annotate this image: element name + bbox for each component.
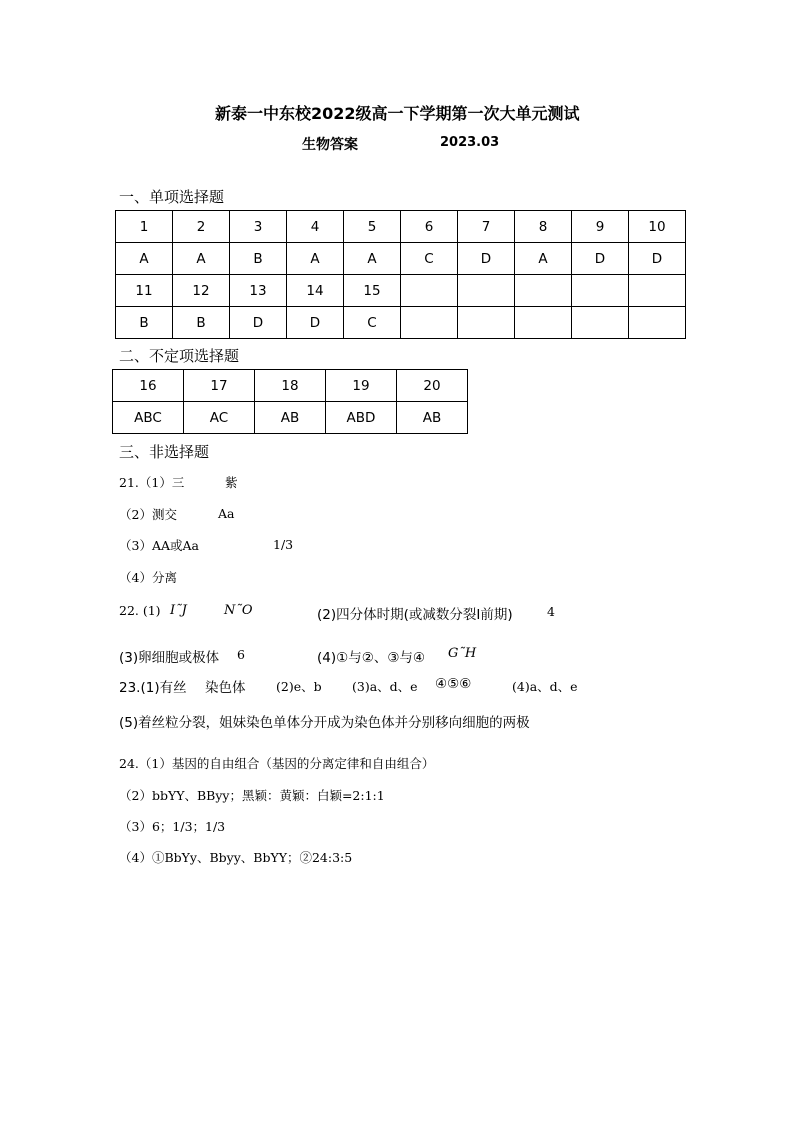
q21-line3-part1: （3）AA或Aa: [119, 538, 199, 553]
table-cell: 19: [326, 370, 397, 402]
table-cell: ABC: [113, 402, 184, 434]
table-cell: 14: [287, 275, 344, 307]
table-row: [116, 275, 686, 307]
q24-line4: （4）①BbYy、Bbyy、BbYY；②24:3:5: [119, 850, 353, 865]
table-cell: [401, 307, 458, 339]
q21-line4: （4）分离: [119, 570, 177, 585]
table-cell: [515, 307, 572, 339]
table-cell: A: [173, 243, 230, 275]
table-cell: D: [572, 243, 629, 275]
section-heading-multiple-choice: 二、不定项选择题: [119, 347, 240, 365]
single-choice-answer-table: [115, 210, 686, 339]
q23-line1-part4: (3)a、d、e: [352, 679, 418, 694]
table-cell: [458, 307, 515, 339]
q22-line1-part2: (2)四分体时期(或减数分裂Ⅰ前期): [317, 607, 513, 623]
multiple-choice-answer-table: [112, 369, 468, 434]
table-cell: B: [230, 243, 287, 275]
table-cell: AB: [255, 402, 326, 434]
section-heading-single-choice: 一、单项选择题: [119, 188, 225, 206]
table-cell: [401, 275, 458, 307]
subject-label: 生物答案: [302, 137, 358, 153]
q22-symbol-ij: I˜J: [170, 603, 187, 618]
table-cell: 4: [287, 211, 344, 243]
table-cell: 8: [515, 211, 572, 243]
table-cell: 13: [230, 275, 287, 307]
q24-line1: 24.（1）基因的自由组合（基因的分离定律和自由组合）: [119, 756, 435, 771]
table-row: [113, 370, 468, 402]
table-row: [116, 307, 686, 339]
q24-line3: （3）6；1/3；1/3: [119, 819, 226, 834]
table-cell: A: [287, 243, 344, 275]
q22-line2-part3: (4)①与②、③与④: [317, 650, 426, 666]
q22-line1-part1: 22. (1): [119, 603, 161, 618]
table-cell: C: [401, 243, 458, 275]
q24-line2: （2）bbYY、BByy；黑颖：黄颖：白颖=2:1:1: [119, 788, 385, 803]
table-cell: 5: [344, 211, 401, 243]
table-cell: ABD: [326, 402, 397, 434]
q22-symbol-no: N˜O: [224, 603, 253, 618]
table-cell: 6: [401, 211, 458, 243]
date-label: 2023.03: [440, 135, 500, 150]
q21-line1-part1: 21.（1）三: [119, 475, 185, 490]
table-cell: 16: [113, 370, 184, 402]
table-cell: 7: [458, 211, 515, 243]
table-cell: 2: [173, 211, 230, 243]
q23-line2: (5)着丝粒分裂，姐妹染色单体分开成为染色体并分别移向细胞的两极: [119, 715, 530, 731]
table-cell: [572, 275, 629, 307]
table-cell: D: [458, 243, 515, 275]
table-cell: 20: [397, 370, 468, 402]
table-row: [113, 402, 468, 434]
table-cell: D: [287, 307, 344, 339]
table-cell: [629, 275, 686, 307]
table-cell: AC: [184, 402, 255, 434]
q21-line2-part1: （2）测交: [119, 507, 177, 522]
document-title: 新泰一中东校2022级高一下学期第一次大单元测试: [215, 104, 580, 123]
q21-line1-part2: 紫: [225, 475, 238, 490]
table-cell: B: [116, 307, 173, 339]
q21-line3-part2: 1/3: [273, 537, 294, 552]
q23-line1-part6: (4)a、d、e: [512, 679, 578, 694]
q22-line2-part2: 6: [237, 647, 245, 662]
q23-line1-part3: (2)e、b: [276, 679, 322, 694]
table-cell: C: [344, 307, 401, 339]
q22-line2-part1: (3)卵细胞或极体: [119, 650, 220, 666]
table-cell: 18: [255, 370, 326, 402]
q22-symbol-gh: G˜H: [448, 646, 477, 661]
q21-line2-part2: Aa: [218, 506, 235, 521]
table-cell: A: [515, 243, 572, 275]
table-row: [116, 211, 686, 243]
section-heading-non-choice: 三、非选择题: [119, 443, 210, 461]
table-cell: [572, 307, 629, 339]
table-cell: A: [344, 243, 401, 275]
q22-line1-part3: 4: [547, 604, 555, 619]
table-cell: 11: [116, 275, 173, 307]
table-cell: 17: [184, 370, 255, 402]
q23-line1-part5: ④⑤⑥: [435, 676, 472, 692]
table-cell: [629, 307, 686, 339]
table-cell: 9: [572, 211, 629, 243]
table-cell: 12: [173, 275, 230, 307]
table-cell: 15: [344, 275, 401, 307]
table-cell: 3: [230, 211, 287, 243]
table-cell: 1: [116, 211, 173, 243]
table-cell: B: [173, 307, 230, 339]
table-cell: A: [116, 243, 173, 275]
table-cell: [458, 275, 515, 307]
table-cell: AB: [397, 402, 468, 434]
table-cell: [515, 275, 572, 307]
q23-line1-part1: 23.(1)有丝: [119, 680, 187, 696]
q23-line1-part2: 染色体: [205, 680, 246, 696]
table-cell: 10: [629, 211, 686, 243]
table-cell: D: [230, 307, 287, 339]
table-cell: D: [629, 243, 686, 275]
table-row: [116, 243, 686, 275]
